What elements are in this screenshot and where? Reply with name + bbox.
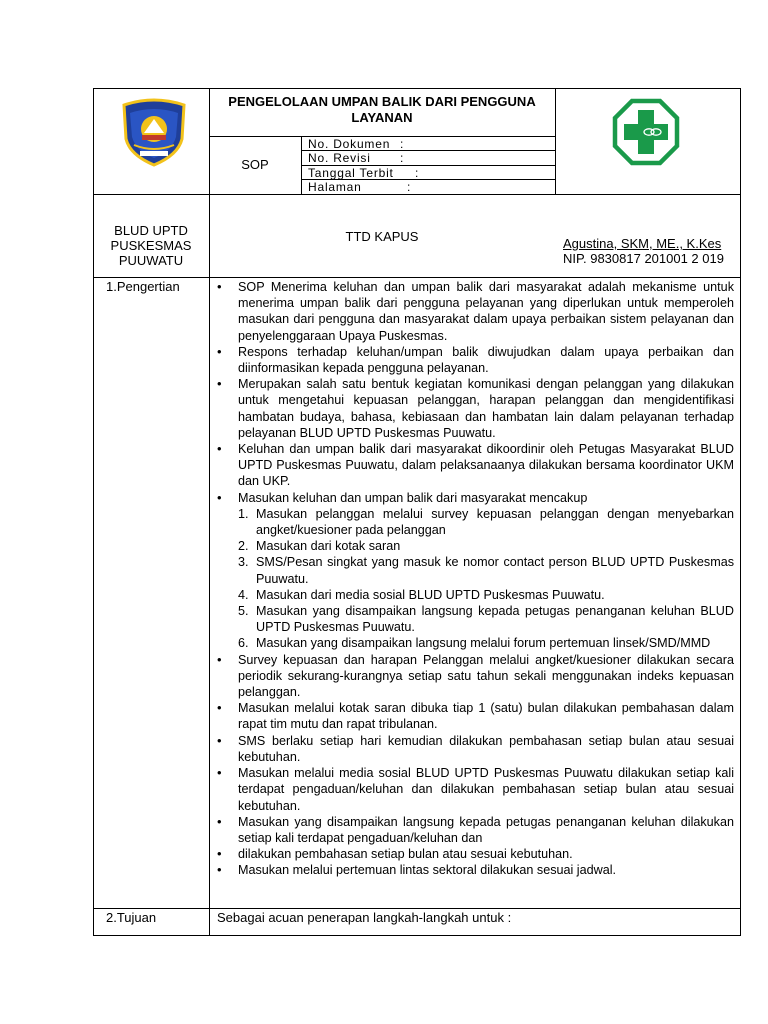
list-item: • Respons terhadap keluhan/umpan balik diwujudkan dalam upaya perbaikan dan diinformasikan kepada pengguna pelayanan. <box>212 344 734 376</box>
pengertian-content <box>212 279 734 879</box>
signature-label: TTD KAPUS <box>345 229 419 244</box>
organization-line-2: PUSKESMAS <box>110 238 192 253</box>
signer-name: Agustina, SKM, ME., K.Kes <box>563 236 722 251</box>
puskesmas-cross-icon <box>612 98 680 166</box>
tujuan-text: Sebagai acuan penerapan langkah-langkah untuk : <box>217 910 512 925</box>
meta-separator: : <box>407 180 412 194</box>
meta-no-revisi <box>308 151 404 165</box>
meta-label: No. Revisi <box>308 151 371 165</box>
item-number: 3. <box>238 555 249 570</box>
item-text: Masukan yang disampaikan langsung melalui forum pertemuan linsek/SMD/MMD <box>256 636 711 651</box>
item-text: Masukan yang disampaikan langsung kepada petugas penanganan keluhan BLUD UPTD Puskesmas Puuwatu. <box>256 604 734 635</box>
organization-line-3: PUUWATU <box>118 253 184 268</box>
sop-label: SOP <box>241 157 269 172</box>
meta-separator: : <box>415 166 420 180</box>
numbered-item <box>212 635 734 651</box>
table-border-right <box>740 88 741 936</box>
list-item: • Masukan yang disampaikan langsung kepada petugas penanganan keluhan dilakukan setiap kali terdapat pengaduan/keluhan dan <box>212 814 734 846</box>
list-item: • SMS berlaku setiap hari kemudian dilakukan pembahasan setiap bulan atau sesuai kebutuhan. <box>212 733 734 765</box>
item-number: 4. <box>238 587 249 602</box>
list-item: • Keluhan dan umpan balik dari masyarakat dikoordinir oleh Petugas Masyarakat BLUD UPTD Puskesmas Puuwatu, dalam pelaksanaanya dilakukan bersama koordinator UKM dan UKP. <box>212 441 734 490</box>
meta-label: No. Dokumen <box>308 137 391 151</box>
header-bottom-line <box>93 194 741 195</box>
puskesmas-logo <box>612 98 680 166</box>
numbered-item <box>212 554 734 586</box>
input-sources-list <box>212 506 734 652</box>
organization-line-1: BLUD UPTD <box>114 223 188 238</box>
section-label-pengertian: 1.Pengertian <box>106 279 180 294</box>
document-title <box>209 94 555 126</box>
table-border-bottom <box>93 935 741 936</box>
meta-halaman <box>308 180 411 194</box>
list-item: • Survey kepuasan dan harapan Pelanggan melalui angket/kuesioner dilakukan secara periodik sekurang-kurangnya setiap satu tahun sekali menggunakan indeks kepuasan pelanggan. <box>212 652 734 701</box>
pengertian-row-bottom-line <box>93 908 741 909</box>
signature-row-bottom-line <box>93 277 741 278</box>
item-number: 6. <box>238 636 249 651</box>
table-border-left <box>93 88 94 936</box>
meta-separator: : <box>400 151 405 165</box>
numbered-item <box>212 538 734 554</box>
section-label-tujuan: 2.Tujuan <box>106 910 157 925</box>
list-item: • Merupakan salah satu bentuk kegiatan komunikasi dengan pelanggan yang dilakukan untuk mengetahui kepuasan pelanggan, harapan pelanggan dan mengidentifikasi hambatan budaya, bahasa, kebiasaan dan hambatan lain dalam pelayanan terhadap pelayanan BLUD UPTD Puskesmas Puuwatu. <box>212 376 734 441</box>
meta-label: Tanggal Terbit <box>308 166 394 180</box>
item-text: SMS/Pesan singkat yang masuk ke nomor contact person BLUD UPTD Puskesmas Puuwatu. <box>256 555 734 586</box>
numbered-item <box>212 603 734 635</box>
regional-emblem <box>120 95 188 167</box>
list-item: • Masukan melalui media sosial BLUD UPTD Puskesmas Puuwatu dilakukan setiap kali terdapat pengaduan/keluhan dan dilakukan pembahasan setiap bulan atau sesuai kebutuhan. <box>212 765 734 814</box>
item-number: 1. <box>238 506 249 521</box>
pengertian-list <box>212 279 734 879</box>
organization-name <box>93 223 209 268</box>
meta-separator: : <box>400 137 405 151</box>
list-item: • Masukan melalui pertemuan lintas sektoral dilakukan sesuai jadwal. <box>212 862 734 878</box>
item-text: Masukan dari kotak saran <box>256 539 401 554</box>
item-number: 2. <box>238 539 249 554</box>
document-title-line-2: LAYANAN <box>351 110 413 125</box>
column-divider <box>209 88 210 936</box>
meta-label: Halaman <box>308 180 362 194</box>
meta-tanggal-terbit <box>308 166 419 180</box>
signer-block <box>563 236 739 266</box>
list-item: • dilakukan pembahasan setiap bulan atau sesuai kebutuhan. <box>212 846 734 862</box>
header-right-divider <box>555 88 556 194</box>
numbered-item <box>212 506 734 538</box>
table-border-top <box>93 88 741 89</box>
shield-emblem-icon <box>120 95 188 167</box>
item-text: Masukan pelanggan melalui survey kepuasan pelanggan dengan menyebarkan angket/kuesioner pada pelanggan <box>256 506 734 538</box>
numbered-item <box>212 587 734 603</box>
meta-no-dokumen <box>308 137 404 151</box>
item-text: Masukan dari media sosial BLUD UPTD Puskesmas Puuwatu. <box>256 587 605 602</box>
item-number: 5. <box>238 604 249 619</box>
list-item-text: Masukan keluhan dan umpan balik dari masyarakat mencakup <box>238 490 588 505</box>
document-title-line-1: PENGELOLAAN UMPAN BALIK DARI PENGGUNA <box>228 94 536 109</box>
list-item <box>212 490 734 652</box>
list-item: • SOP Menerima keluhan dan umpan balik dari masyarakat adalah mekanisme untuk menerima umpan balik dari pengguna pelayanan yang diperlukan untuk memperoleh masukan dari pengguna dan masyarakat dalam upaya perbaikan sistem pelayanan dan penyelenggaraan Upaya Puskesmas. <box>212 279 734 344</box>
list-item: • Masukan melalui kotak saran dibuka tiap 1 (satu) bulan dilakukan pembahasan dalam rapat tim mutu dan rapat tribulanan. <box>212 700 734 732</box>
signer-nip: NIP. 9830817 201001 2 019 <box>563 251 724 266</box>
